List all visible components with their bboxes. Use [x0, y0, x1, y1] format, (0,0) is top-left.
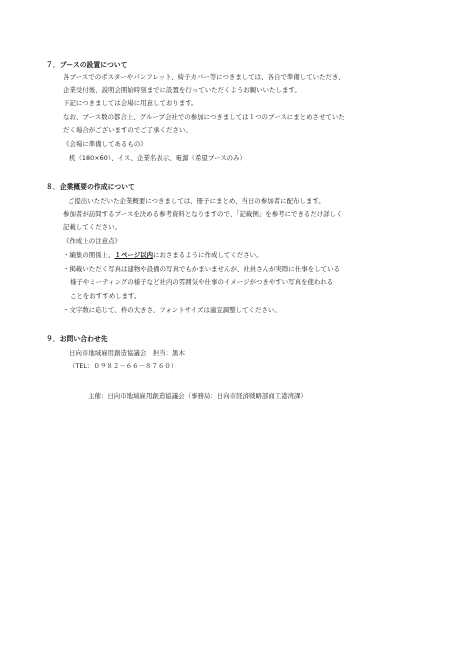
section-8-bullet-2-cont: ことをおすすめします。 — [70, 292, 141, 300]
section-8-bullet-3: ・文字数に応じて、枠の大きさ、フォントサイズは適宜調整してください。 — [63, 306, 281, 314]
section-7-paragraph: 企業受付後、説明会開始時刻までに設置を行っていただくようお願いいたします。 — [63, 86, 301, 94]
section-7-note-items: 机（180×60）、イス、企業名表示、電源（希望ブースのみ） — [69, 154, 246, 162]
contact-telephone: （TEL：０９８２－６６－８７６０） — [69, 362, 178, 370]
section-7-paragraph: だく場合がございますのでご了承ください。 — [63, 126, 192, 134]
bullet-1-emphasis: １ページ以内 — [114, 251, 154, 259]
section-8-paragraph: 記載してください。 — [63, 223, 121, 231]
section-8-bullet-2: ・掲載いただく写真は建物や設備の写真でもかまいませんが、社員さんが実際に仕事をしている — [63, 265, 340, 273]
contact-organization: 日向市地域雇用創造協議会 担当：黒木 — [69, 349, 185, 357]
section-7-heading: ７．ブースの設置について — [46, 61, 128, 69]
section-7-paragraph: 下記につきましては会場に用意しております。 — [63, 99, 198, 107]
organizer-line: 主催：日向市地域雇用創造協議会（事務局：日向市経済戦略部商工港湾課） — [88, 392, 307, 400]
section-7-paragraph: 各ブースでのポスターやパンフレット、椅子カバー等につきましては、各自で準備していただき、 — [63, 73, 345, 81]
section-8-note-title: 《作成上の注意点》 — [63, 237, 121, 245]
section-8-paragraph: ご提出いただいた企業概要につきましては、冊子にまとめ、当日の参加者に配布します。 — [68, 197, 325, 205]
section-7-paragraph: なお、ブース数の都合上、グループ会社での参加につきましては１つのブースにまとめさせていた — [63, 113, 345, 121]
section-9-heading: ９．お問い合わせ先 — [46, 335, 108, 343]
section-7-note-title: 《会場に準備してあるもの》 — [63, 140, 147, 148]
bullet-1-suffix: におさまるように作成してください。 — [153, 251, 263, 259]
section-8-bullet-2-cont: 様子やミーティングの様子など社内の雰囲気や仕事のイメージがつきやすい写真を使われる — [70, 278, 334, 286]
section-8-bullet-1 — [63, 251, 263, 259]
section-8-heading: ８．企業概要の作成について — [46, 183, 135, 191]
bullet-1-prefix: ・編集の関係上、 — [63, 251, 115, 259]
section-8-paragraph: 参加者が訪問するブースを決める参考資料となりますので、「記載例」を参考にできるだけ詳しく — [63, 210, 343, 218]
